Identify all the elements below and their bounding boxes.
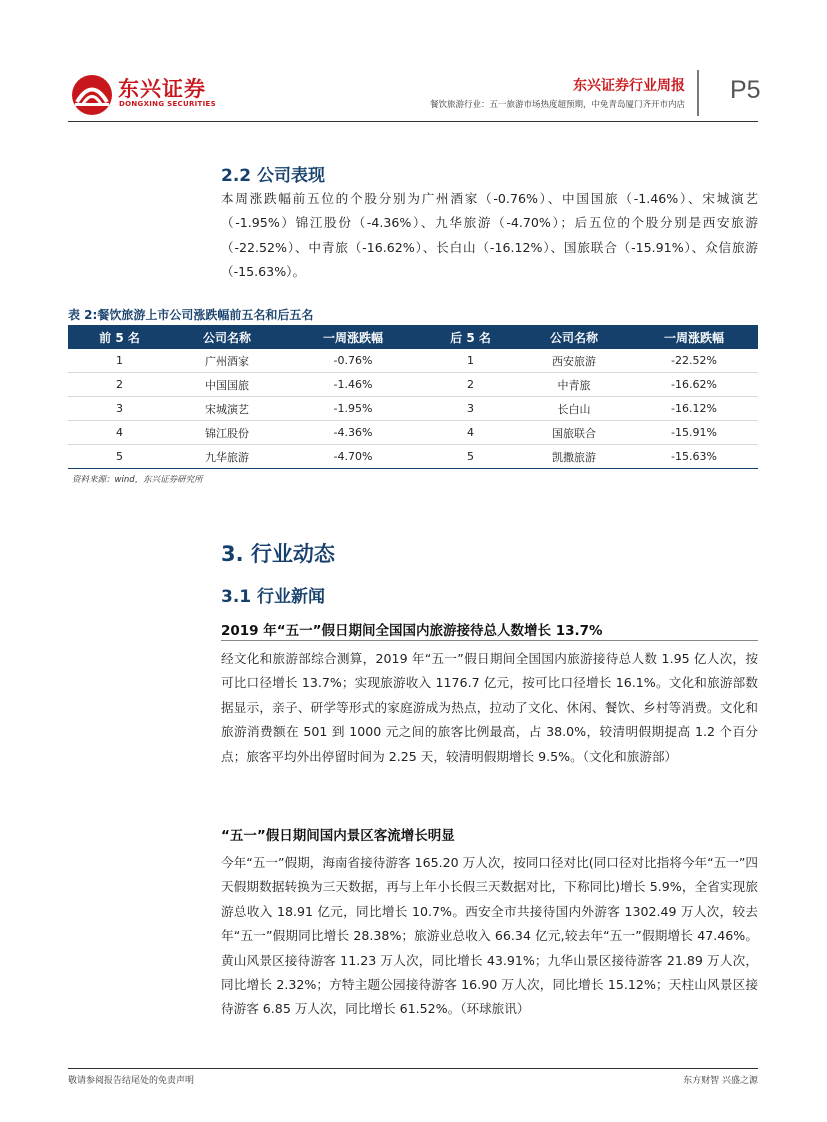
header-rule	[68, 121, 758, 122]
section-heading-3: 3. 行业动态	[221, 542, 335, 566]
news-body-2: 今年“五一”假期，海南省接待游客 165.20 万人次，按同口径对比(同口径对比指将今年“五一”四天假期数据转换为三天数据，再与上年小长假三天数据对比，下称同比)增长 5.9%，全省实现旅游总收入 18.91 亿元，同比增长 10.7%。西安全市共接待国内外游客 1302.49 万人次，较去年“五一”假期同比增长 28.38%；旅游业总收入 66.34 亿元,较去年“五一”假期增长 47.46%。黄山风景区接待游客 11.23 万人次，同比增长 43.91%；九华山景区接待游客 21.89 万人次，同比增长 2.32%；方特主题公园接待游客 16.90 万人次，同比增长 15.12%；天柱山风景区接待游客 6.85 万人次，同比增长 61.52%。（环球旅讯）	[221, 855, 758, 1017]
brand-name-en: DONGXING SECURITIES	[119, 100, 216, 108]
dongxing-logo-icon	[70, 73, 114, 117]
header-bottom5-change: 一周涨跌幅	[630, 325, 758, 349]
cell-change: -1.95%	[283, 397, 423, 421]
cell-company: 广州酒家	[171, 349, 283, 373]
table-row	[68, 349, 758, 373]
table-row	[68, 445, 758, 469]
cell-company: 中国国旅	[171, 373, 283, 397]
section-heading-2-2: 2.2 公司表现	[221, 166, 326, 186]
report-type: 东兴证券行业周报	[573, 78, 685, 94]
cell-company: 宋城演艺	[171, 397, 283, 421]
cell-change: -1.46%	[283, 373, 423, 397]
cell-company: 九华旅游	[171, 445, 283, 469]
cell-change: -15.91%	[630, 421, 758, 445]
cell-change: -4.36%	[283, 421, 423, 445]
header-bottom5-rank: 后 5 名	[423, 325, 518, 349]
news-body-1: 经文化和旅游部综合测算，2019 年“五一”假日期间全国国内旅游接待总人数 1.95 亿人次，按可比口径增长 13.7%；实现旅游收入 1176.7 亿元，按可比口径增长 16.1%。文化和旅游部数据显示，亲子、研学等形式的家庭游成为热点，拉动了文化、休闲、餐饮、乡村等消费。文化和旅游消费额在 501 到 1000 元之间的旅客比例最高，占 38.0%，较清明假期提高 1.2 个百分点；旅客平均外出停留时间为 2.25 天，较清明假期增长 9.5%。（文化和旅游部）	[221, 651, 758, 764]
cell-change: -0.76%	[283, 349, 423, 373]
section-2-2-paragraph: 本周涨跌幅前五位的个股分别为广州酒家（-0.76%）、中国国旅（-1.46%）、宋城演艺（-1.95%）锦江股份（-4.36%）、九华旅游（-4.70%）；后五位的个股分别是西安旅游（-22.52%）、中青旅（-16.62%）、长白山（-16.12%）、国旅联合（-15.91%）、众信旅游（-15.63%）。	[221, 191, 758, 280]
header-divider	[697, 70, 699, 116]
table-source-note: 资料来源：wind，东兴证券研究所	[72, 475, 203, 485]
cell-rank: 2	[68, 373, 171, 397]
footer-disclaimer: 敬请参阅报告结尾处的免责声明	[68, 1076, 195, 1086]
cell-company: 锦江股份	[171, 421, 283, 445]
cell-rank: 5	[423, 445, 518, 469]
page-number: P5	[730, 76, 761, 104]
cell-rank: 2	[423, 373, 518, 397]
news-headline-2: “五一”假日期间国内景区客流增长明显	[221, 828, 455, 844]
table-title: 表 2:餐饮旅游上市公司涨跌幅前五名和后五名	[68, 308, 314, 322]
cell-company: 西安旅游	[518, 349, 630, 373]
cell-company: 长白山	[518, 397, 630, 421]
brand-name-cn: 东兴证券	[118, 77, 206, 101]
cell-company: 凯撒旅游	[518, 445, 630, 469]
cell-rank: 1	[423, 349, 518, 373]
cell-change: -4.70%	[283, 445, 423, 469]
cell-change: -16.62%	[630, 373, 758, 397]
cell-change: -16.12%	[630, 397, 758, 421]
footer-rule	[68, 1068, 758, 1069]
table-row	[68, 421, 758, 445]
cell-rank: 5	[68, 445, 171, 469]
cell-change: -22.52%	[630, 349, 758, 373]
table-row	[68, 373, 758, 397]
news-headline-rule	[221, 640, 758, 641]
cell-rank: 3	[68, 397, 171, 421]
cell-change: -15.63%	[630, 445, 758, 469]
cell-company: 中青旅	[518, 373, 630, 397]
header-top5-company: 公司名称	[171, 325, 283, 349]
cell-company: 国旅联合	[518, 421, 630, 445]
header-top5-rank: 前 5 名	[68, 325, 171, 349]
section-heading-3-1: 3.1 行业新闻	[221, 587, 326, 607]
report-subtitle: 餐饮旅游行业：五一旅游市场热度超预期，中免青岛厦门齐开市内店	[429, 100, 685, 110]
cell-rank: 4	[68, 421, 171, 445]
cell-rank: 4	[423, 421, 518, 445]
header-bottom5-company: 公司名称	[518, 325, 630, 349]
cell-rank: 3	[423, 397, 518, 421]
stock-performance-table	[68, 325, 758, 469]
news-headline-1: 2019 年“五一”假日期间全国国内旅游接待总人数增长 13.7%	[221, 623, 603, 639]
cell-rank: 1	[68, 349, 171, 373]
table-header-row	[68, 325, 758, 349]
header-top5-change: 一周涨跌幅	[283, 325, 423, 349]
footer-slogan: 东方财智 兴盛之源	[683, 1076, 758, 1086]
table-row	[68, 397, 758, 421]
